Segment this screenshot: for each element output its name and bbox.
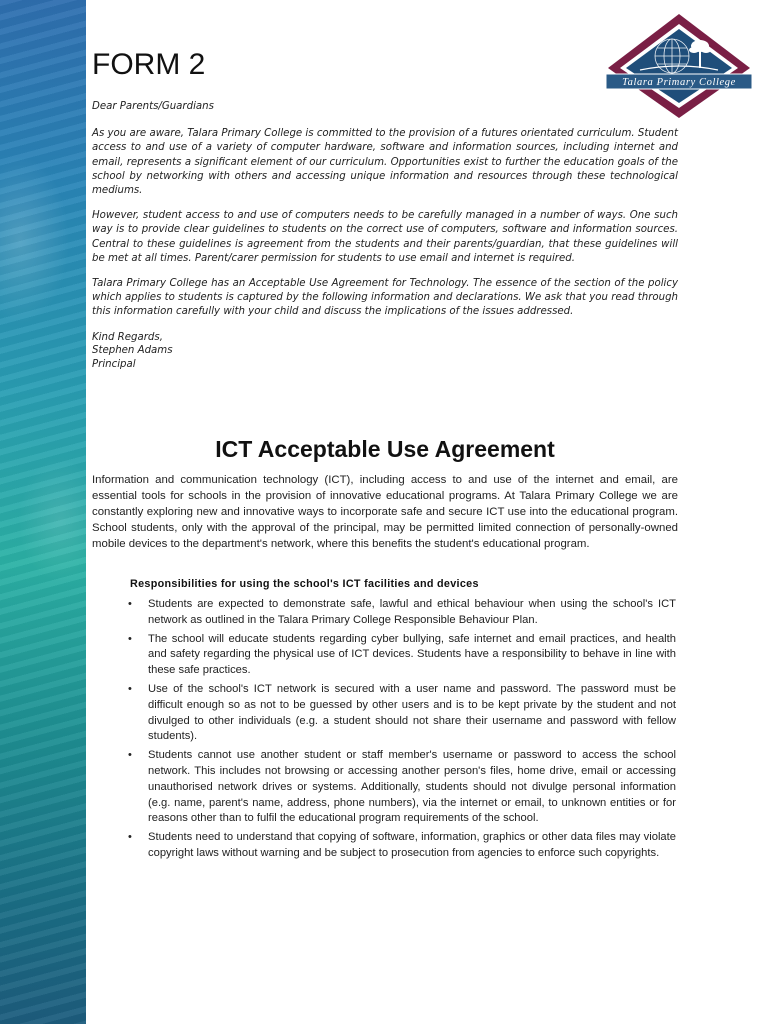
list-item-text: Students need to understand that copying of software, information, graphics or other data files may violate copyright laws without warning and be subject to prosecution from agencies to enforce such copyrights. (148, 831, 676, 859)
form-title: FORM 2 (92, 48, 206, 81)
letter-paragraph: As you are aware, Talara Primary College is committed to the provision of a futures orientated curriculum. Student access to and use of a variety of computer hardware, software and information sources, including internet and email, represents a significant element of our curriculum. Opportunities exist to further the education goals of the school by networking with others and accessing unique information and resources through these technological mediums. (92, 128, 678, 197)
letter-greeting: Dear Parents/Guardians (92, 101, 214, 112)
agreement-title: ICT Acceptable Use Agreement (215, 436, 555, 462)
responsibilities-heading: Responsibilities for using the school's ICT facilities and devices (130, 578, 479, 590)
list-item (128, 830, 676, 862)
list-item (128, 632, 676, 679)
cover-letter (92, 100, 678, 371)
decorative-side-band (0, 0, 86, 1024)
signatory-title: Principal (92, 358, 136, 370)
list-item (128, 597, 676, 629)
agreement-intro: Information and communication technology (ICT), including access to and use of the internet and email, are essential tools for schools in the provision of innovative educational programs. At Talara Primary College we are constantly exploring new and innovative ways to incorporate safe and secure ICT use into the educational program. School students, only with the approval of the principal, may be permitted limited connection of personally-owned mobile devices to the department's network, where this benefits the student's educational program. (92, 474, 678, 550)
list-item (128, 682, 676, 745)
list-item-text: Students are expected to demonstrate safe, lawful and ethical behaviour when using the school's ICT network as outlined in the Talara Primary College Responsible Behaviour Plan. (148, 598, 676, 626)
responsibilities-list (128, 597, 676, 865)
list-item-text: The school will educate students regarding cyber bullying, safe internet and email practices, and health and safety regarding the physical use of ICT devices. Students have a responsibility to behave in line with these safe practices. (148, 632, 676, 677)
list-item-text: Students cannot use another student or staff member's username or password to access the school network. This includes not browsing or accessing another person's files, home drive, email or accessing unauthorised network drives or systems. Additionally, students should not divulge personal information (e.g. name, parent's name, address, phone numbers), via the internet or email, to unknown entities or for reasons other than to fulfil the educational program requirements of the school. (148, 749, 676, 825)
bullet-icon: • (128, 598, 132, 610)
bullet-icon: • (128, 749, 132, 762)
letter-paragraph: However, student access to and use of computers needs to be carefully managed in a number of ways. One such way is to provide clear guidelines to students on the correct use of computers, software and information sources. Central to these guidelines is agreement from the students and their parents/guardian, that these guidelines will be met at all times. Parent/carer permission for students to use email and internet is required. (92, 210, 678, 264)
letter-sign-off: Kind Regards, (92, 331, 163, 343)
list-item-text: Use of the school's ICT network is secured with a user name and password. The password must be difficult enough so as not to be guessed by other users and is to be kept private by the student and not divulged to other individuals (e.g. a student should not share their username and password with fellow students). (148, 682, 676, 743)
list-item (128, 748, 676, 827)
letter-paragraph: Talara Primary College has an Acceptable Use Agreement for Technology. The essence of the section of the policy which applies to students is captured by the following information and declarations. We ask that you read through this information carefully with your child and discuss the implications of the issues addressed. (92, 278, 678, 318)
bullet-icon: • (128, 831, 132, 844)
signatory-name: Stephen Adams (92, 345, 173, 357)
logo-text: Talara Primary College (622, 77, 736, 88)
bullet-icon: • (128, 682, 132, 695)
bullet-icon: • (128, 632, 132, 645)
